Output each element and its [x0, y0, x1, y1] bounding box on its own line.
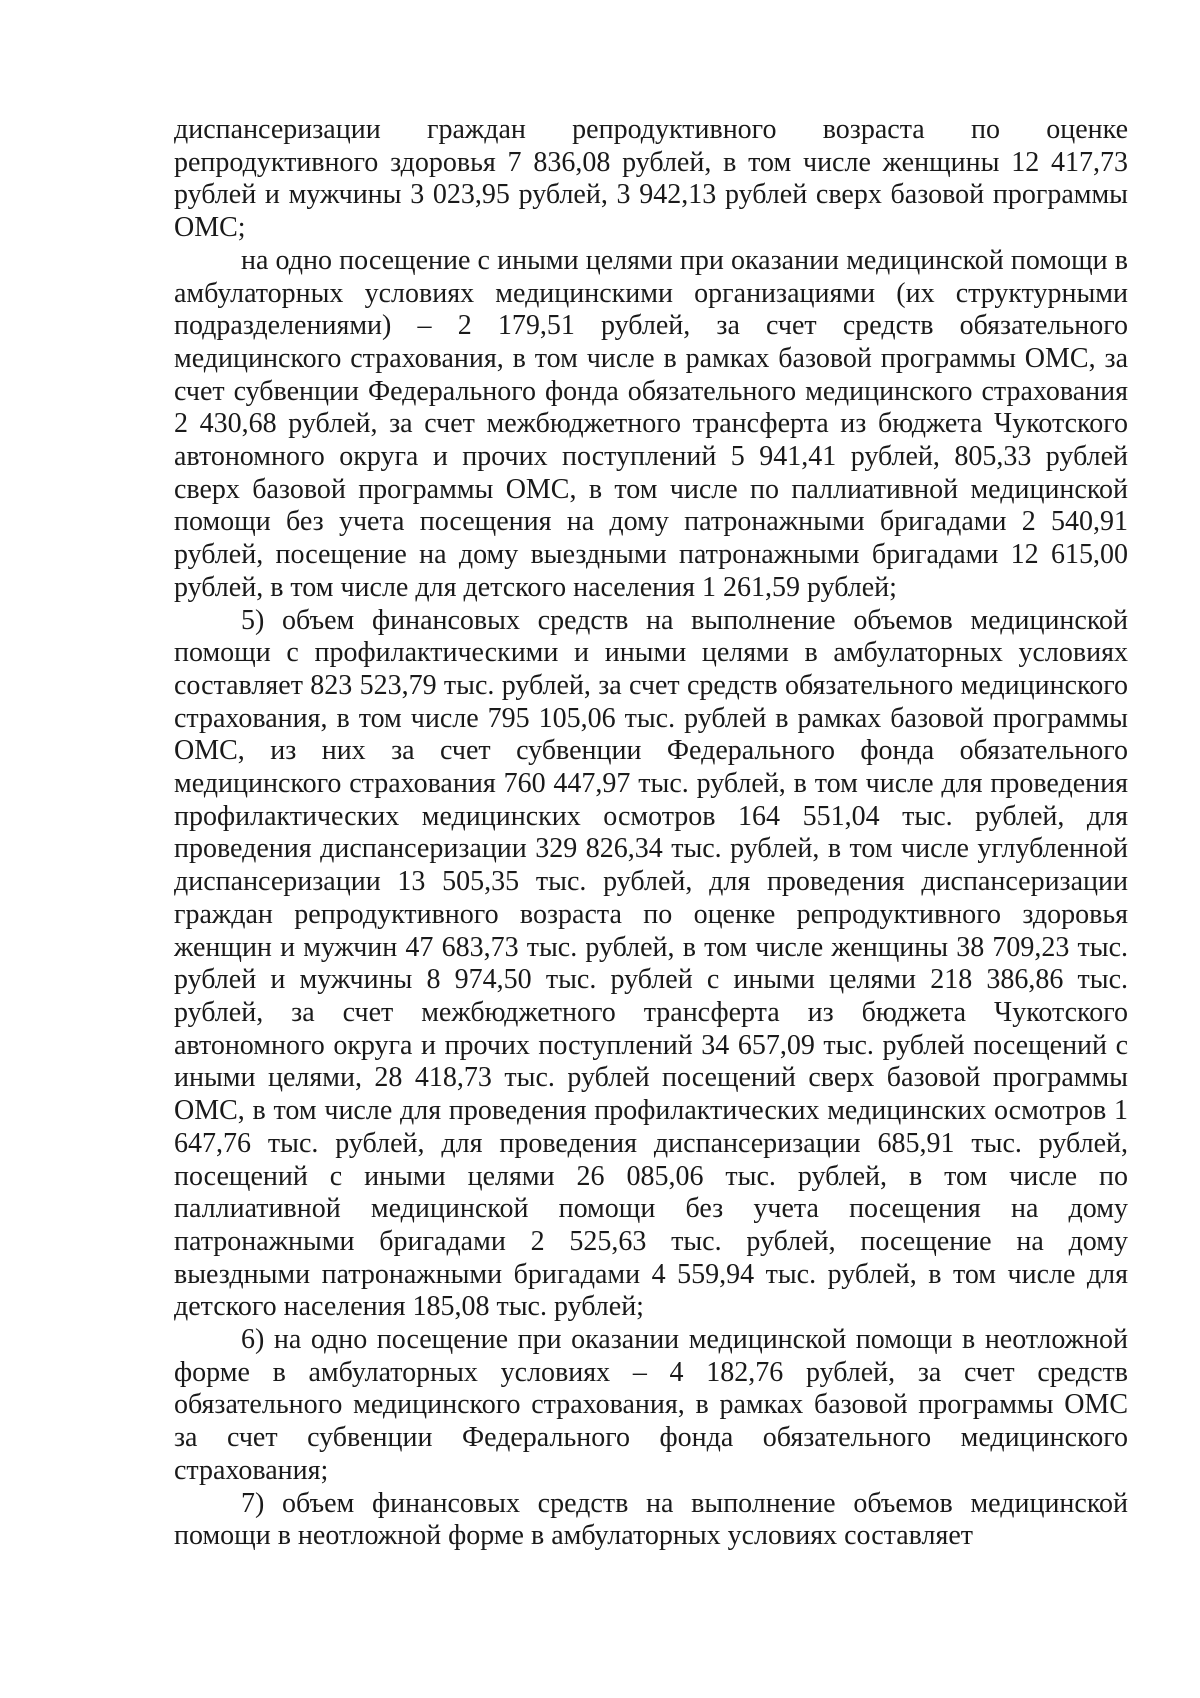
paragraph-item-6: 6) на одно посещение при оказании медицинской помощи в неотложной форме в амбулаторных условиях – 4 182,76 рублей, за счет средств обязательного медицинского страхования, в рамках базовой программы ОМС за счет субвенции Федерального фонда обязательного медицинского страхования; — [174, 1324, 1128, 1486]
document-body — [174, 114, 1128, 1553]
paragraph-item-5: 5) объем финансовых средств на выполнение объемов медицинской помощи с профилактическими и иными целями в амбулаторных условиях составляет 823 523,79 тыс. рублей, за счет средств обязательного медицинского страхования, в том числе 795 105,06 тыс. рублей в рамках базовой программы ОМС, из них за счет субвенции Федерального фонда обязательного медицинского страхования 760 447,97 тыс. рублей, в том числе для проведения профилактических медицинских осмотров 164 551,04 тыс. рублей, для проведения диспансеризации 329 826,34 тыс. рублей, в том числе углубленной диспансеризации 13 505,35 тыс. рублей, для проведения диспансеризации граждан репродуктивного возраста по оценке репродуктивного здоровья женщин и мужчин 47 683,73 тыс. рублей, в том числе женщины 38 709,23 тыс. рублей и мужчины 8 974,50 тыс. рублей с иными целями 218 386,86 тыс. рублей, за счет межбюджетного трансферта из бюджета Чукотского автономного округа и прочих поступлений 34 657,09 тыс. рублей посещений с иными целями, 28 418,73 тыс. рублей посещений сверх базовой программы ОМС, в том числе для проведения профилактических медицинских осмотров 1 647,76 тыс. рублей, для проведения диспансеризации 685,91 тыс. рублей, посещений с иными целями 26 085,06 тыс. рублей, в том числе по паллиативной медицинской помощи без учета посещения на дому патронажными бригадами 2 525,63 тыс. рублей, посещение на дому выездными патронажными бригадами 4 559,94 тыс. рублей, в том числе для детского населения 185,08 тыс. рублей; — [174, 604, 1128, 1323]
paragraph-continuation: диспансеризации граждан репродуктивного возраста по оценке репродуктивного здоровья 7 836,08 рублей, в том числе женщины 12 417,73 рублей и мужчины 3 023,95 рублей, 3 942,13 рублей сверх базовой программы ОМС; — [174, 114, 1128, 244]
paragraph-item-7: 7) объем финансовых средств на выполнение объемов медицинской помощи в неотложной форме в амбулаторных условиях составляет — [174, 1487, 1128, 1552]
paragraph-visit-other-purposes: на одно посещение с иными целями при оказании медицинской помощи в амбулаторных условиях медицинскими организациями (их структурными подразделениями) – 2 179,51 рублей, за счет средств обязательного медицинского страхования, в том числе в рамках базовой программы ОМС, за счет субвенции Федерального фонда обязательного медицинского страхования 2 430,68 рублей, за счет межбюджетного трансферта из бюджета Чукотского автономного округа и прочих поступлений 5 941,41 рублей, 805,33 рублей сверх базовой программы ОМС, в том числе по паллиативной медицинской помощи без учета посещения на дому патронажными бригадами 2 540,91 рублей, посещение на дому выездными патронажными бригадами 12 615,00 рублей, в том числе для детского населения 1 261,59 рублей; — [174, 244, 1128, 603]
